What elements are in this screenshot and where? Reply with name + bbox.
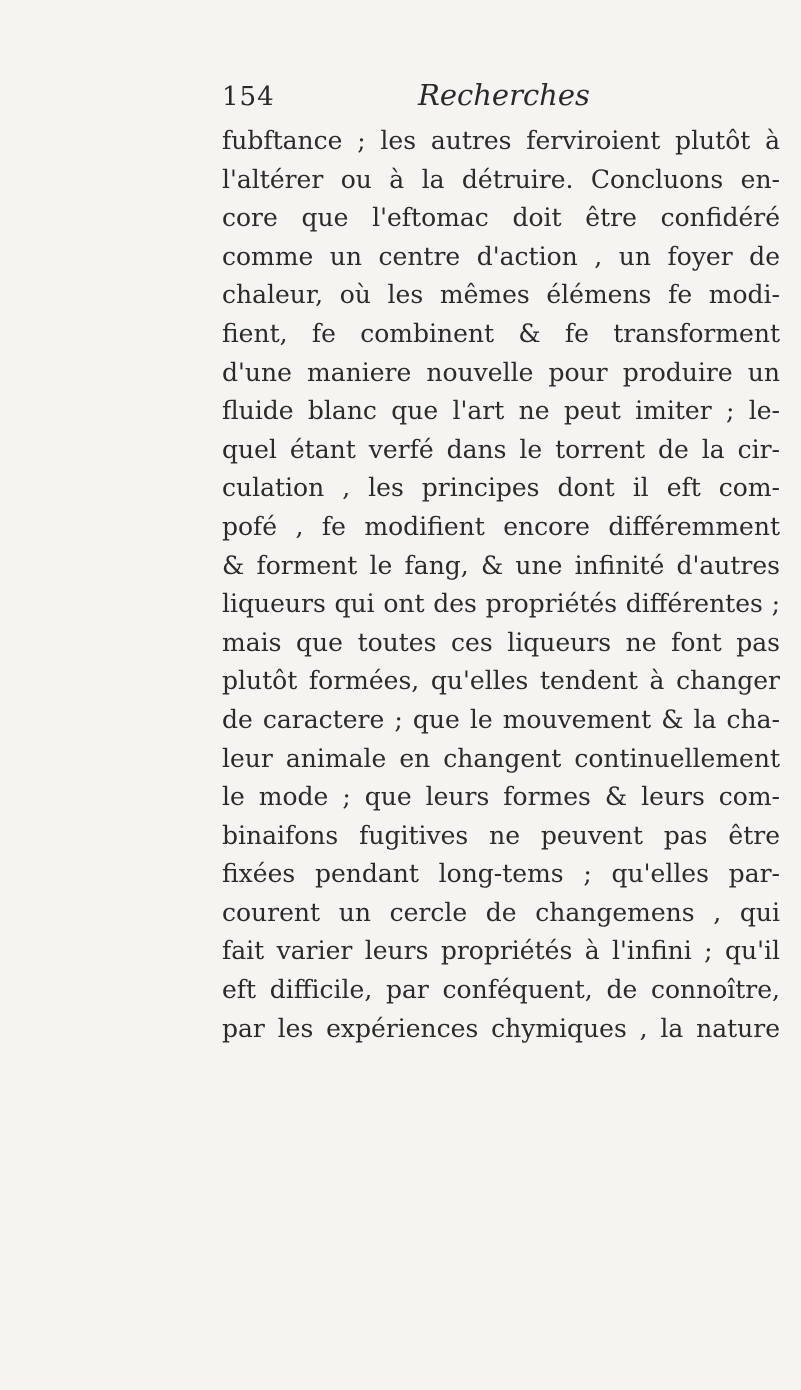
text-line: le mode ; que leurs formes & leurs com-	[222, 782, 780, 812]
text-line: plutôt formées, qu'elles tendent à changer	[222, 666, 780, 696]
text-line: par les expériences chymiques , la nature	[222, 1013, 780, 1043]
text-line: core que l'eftomac doit être confidéré	[222, 203, 780, 233]
text-line: comme un centre d'action , un foyer de	[222, 241, 780, 271]
text-line: de caractere ; que le mouvement & la cha-	[222, 704, 780, 734]
text-line: mais que toutes ces liqueurs ne font pas	[222, 627, 780, 657]
text-line: liqueurs qui ont des propriétés différentes ;	[222, 589, 780, 619]
text-line: fient, fe combinent & fe transforment	[222, 318, 780, 348]
text-line: fluide blanc que l'art ne peut imiter ; le-	[222, 396, 780, 426]
text-line: binaifons fugitives ne peuvent pas être	[222, 820, 780, 850]
text-line: eft difficile, par conféquent, de connoître,	[222, 975, 780, 1005]
page-number: 154	[222, 82, 275, 112]
running-head: Recherches	[418, 78, 590, 112]
text-line: pofé , fe modifient encore différemment	[222, 511, 780, 541]
text-line: chaleur, où les mêmes élémens fe modi-	[222, 280, 780, 310]
text-line: l'altérer ou à la détruire. Concluons en-	[222, 164, 780, 194]
text-line: culation , les principes dont il eft com-	[222, 473, 780, 503]
text-line: fubftance ; les autres ferviroient plutôt à	[222, 126, 780, 155]
text-line: & forment le fang, & une infinité d'autres	[222, 550, 780, 580]
text-line: leur animale en changent continuellement	[222, 743, 780, 773]
text-line: courent un cercle de changemens , qui	[222, 897, 780, 927]
body-text	[222, 122, 780, 1048]
text-line: quel étant verfé dans le torrent de la cir-	[222, 434, 780, 464]
text-line: fixées pendant long-tems ; qu'elles par-	[222, 859, 780, 889]
text-line: d'une maniere nouvelle pour produire un	[222, 357, 780, 387]
text-line: fait varier leurs propriétés à l'infini ; qu'il	[222, 936, 780, 966]
page-header	[222, 78, 782, 118]
